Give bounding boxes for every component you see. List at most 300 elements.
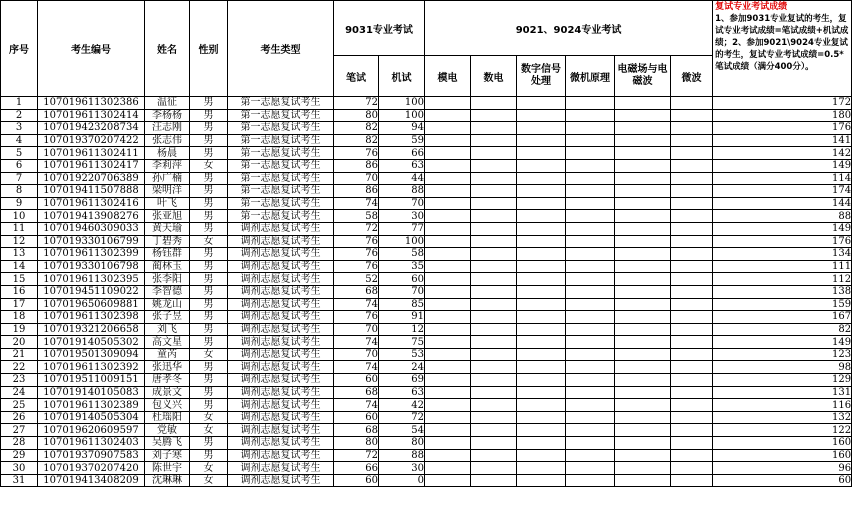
cell-seq: 30 — [1, 462, 38, 475]
table-row — [1, 172, 852, 185]
cell-seq: 6 — [1, 159, 38, 172]
cell-retest-total: 149 — [713, 336, 852, 349]
cell-digital — [471, 210, 517, 223]
cell-microcomputer — [566, 462, 615, 475]
cell-gender: 女 — [190, 159, 228, 172]
cell-name: 张迅华 — [145, 361, 190, 374]
cell-machine: 63 — [379, 386, 425, 399]
cell-microcomputer — [566, 361, 615, 374]
cell-written: 86 — [334, 185, 379, 198]
cell-microcomputer — [566, 172, 615, 185]
cell-candidate-type: 调剂志愿复试考生 — [228, 361, 334, 374]
cell-name: 包义兴 — [145, 399, 190, 412]
cell-microcomputer — [566, 399, 615, 412]
header-machine: 机试 — [379, 56, 425, 97]
cell-machine: 70 — [379, 197, 425, 210]
cell-microcomputer — [566, 437, 615, 450]
cell-machine: 80 — [379, 437, 425, 450]
header-candidate-id: 考生编号 — [38, 1, 145, 97]
cell-candidate-id: 107019611302399 — [38, 248, 145, 261]
cell-dsp — [517, 134, 566, 147]
cell-gender: 男 — [190, 361, 228, 374]
cell-name: 叶飞 — [145, 197, 190, 210]
cell-retest-total: 141 — [713, 134, 852, 147]
cell-dsp — [517, 147, 566, 160]
header-dsp: 数字信号处理 — [517, 56, 566, 97]
cell-name: 张亚旭 — [145, 210, 190, 223]
header-em-field: 电磁场与电磁波 — [615, 56, 671, 97]
cell-microwave — [671, 474, 713, 487]
cell-gender: 女 — [190, 348, 228, 361]
cell-analog — [425, 159, 471, 172]
cell-digital — [471, 97, 517, 110]
header-microwave: 微波 — [671, 56, 713, 97]
cell-candidate-type: 调剂志愿复试考生 — [228, 449, 334, 462]
cell-retest-total: 142 — [713, 147, 852, 160]
cell-written: 68 — [334, 386, 379, 399]
cell-candidate-id: 107019611302417 — [38, 159, 145, 172]
cell-microwave — [671, 311, 713, 324]
cell-written: 74 — [334, 361, 379, 374]
cell-dsp — [517, 248, 566, 261]
cell-microwave — [671, 97, 713, 110]
cell-name: 李莉萍 — [145, 159, 190, 172]
cell-gender: 男 — [190, 374, 228, 387]
cell-candidate-id: 107019611302411 — [38, 147, 145, 160]
cell-machine: 53 — [379, 348, 425, 361]
table-row — [1, 361, 852, 374]
cell-seq: 21 — [1, 348, 38, 361]
cell-name: 刘飞 — [145, 323, 190, 336]
cell-em-field — [615, 248, 671, 261]
cell-name: 成景文 — [145, 386, 190, 399]
cell-microwave — [671, 235, 713, 248]
cell-gender: 男 — [190, 437, 228, 450]
note-body: 1、参加9031专业复试的考生，复试专业考试成绩=笔试成绩+机试成绩；2、参加9021\9024专业复试的考生，复试专业考试成绩=0.5*笔试成绩（满分400分）。 — [715, 14, 849, 72]
cell-name: 刘子寒 — [145, 449, 190, 462]
cell-dsp — [517, 235, 566, 248]
cell-candidate-id: 107019611302414 — [38, 109, 145, 122]
cell-dsp — [517, 260, 566, 273]
cell-analog — [425, 361, 471, 374]
cell-gender: 男 — [190, 386, 228, 399]
cell-gender: 男 — [190, 172, 228, 185]
cell-em-field — [615, 159, 671, 172]
cell-digital — [471, 437, 517, 450]
cell-microcomputer — [566, 311, 615, 324]
cell-dsp — [517, 336, 566, 349]
cell-digital — [471, 323, 517, 336]
cell-name: 黄天瑜 — [145, 222, 190, 235]
cell-em-field — [615, 122, 671, 135]
cell-candidate-id: 107019501309094 — [38, 348, 145, 361]
cell-candidate-type: 第一志愿复试考生 — [228, 197, 334, 210]
cell-candidate-type: 第一志愿复试考生 — [228, 172, 334, 185]
cell-em-field — [615, 235, 671, 248]
cell-digital — [471, 348, 517, 361]
cell-candidate-id: 107019140505304 — [38, 411, 145, 424]
cell-name: 童芮 — [145, 348, 190, 361]
cell-gender: 男 — [190, 311, 228, 324]
cell-microcomputer — [566, 122, 615, 135]
cell-analog — [425, 323, 471, 336]
cell-gender: 女 — [190, 474, 228, 487]
cell-analog — [425, 248, 471, 261]
cell-candidate-type: 调剂志愿复试考生 — [228, 222, 334, 235]
cell-microwave — [671, 361, 713, 374]
cell-gender: 男 — [190, 97, 228, 110]
table-row — [1, 260, 852, 273]
cell-candidate-type: 调剂志愿复试考生 — [228, 248, 334, 261]
cell-candidate-type: 调剂志愿复试考生 — [228, 411, 334, 424]
cell-retest-total: 123 — [713, 348, 852, 361]
cell-em-field — [615, 399, 671, 412]
cell-em-field — [615, 323, 671, 336]
cell-retest-total: 160 — [713, 449, 852, 462]
cell-candidate-id: 107019650609881 — [38, 298, 145, 311]
cell-analog — [425, 122, 471, 135]
cell-microcomputer — [566, 323, 615, 336]
cell-machine: 100 — [379, 235, 425, 248]
cell-analog — [425, 97, 471, 110]
cell-written: 72 — [334, 97, 379, 110]
cell-retest-total: 172 — [713, 97, 852, 110]
cell-em-field — [615, 260, 671, 273]
cell-candidate-id: 107019330106798 — [38, 260, 145, 273]
cell-candidate-id: 107019321206658 — [38, 323, 145, 336]
cell-name: 杨晨 — [145, 147, 190, 160]
cell-candidate-id: 107019220706389 — [38, 172, 145, 185]
cell-name: 蔺林玉 — [145, 260, 190, 273]
cell-digital — [471, 399, 517, 412]
cell-microcomputer — [566, 424, 615, 437]
cell-retest-total: 134 — [713, 248, 852, 261]
cell-microcomputer — [566, 197, 615, 210]
cell-candidate-id: 107019611302392 — [38, 361, 145, 374]
cell-digital — [471, 222, 517, 235]
table-row — [1, 348, 852, 361]
cell-machine: 30 — [379, 462, 425, 475]
cell-analog — [425, 437, 471, 450]
cell-digital — [471, 122, 517, 135]
cell-em-field — [615, 97, 671, 110]
header-microcomputer: 微机原理 — [566, 56, 615, 97]
cell-candidate-type: 第一志愿复试考生 — [228, 210, 334, 223]
cell-digital — [471, 260, 517, 273]
table-row — [1, 336, 852, 349]
cell-microcomputer — [566, 298, 615, 311]
cell-microcomputer — [566, 147, 615, 160]
cell-machine: 100 — [379, 109, 425, 122]
cell-retest-total: 60 — [713, 474, 852, 487]
cell-em-field — [615, 374, 671, 387]
header-digital: 数电 — [471, 56, 517, 97]
cell-gender: 男 — [190, 109, 228, 122]
cell-microcomputer — [566, 374, 615, 387]
cell-gender: 男 — [190, 449, 228, 462]
cell-microwave — [671, 197, 713, 210]
cell-retest-total: 98 — [713, 361, 852, 374]
cell-seq: 2 — [1, 109, 38, 122]
cell-gender: 男 — [190, 285, 228, 298]
cell-candidate-type: 第一志愿复试考生 — [228, 109, 334, 122]
cell-candidate-type: 第一志愿复试考生 — [228, 147, 334, 160]
cell-digital — [471, 273, 517, 286]
cell-written: 74 — [334, 197, 379, 210]
cell-microwave — [671, 424, 713, 437]
cell-analog — [425, 185, 471, 198]
table-row — [1, 134, 852, 147]
cell-analog — [425, 449, 471, 462]
cell-digital — [471, 411, 517, 424]
cell-seq: 9 — [1, 197, 38, 210]
cell-candidate-type: 调剂志愿复试考生 — [228, 424, 334, 437]
cell-written: 80 — [334, 437, 379, 450]
cell-digital — [471, 474, 517, 487]
cell-dsp — [517, 399, 566, 412]
cell-candidate-id: 107019611302398 — [38, 311, 145, 324]
cell-candidate-type: 调剂志愿复试考生 — [228, 474, 334, 487]
cell-candidate-type: 调剂志愿复试考生 — [228, 323, 334, 336]
cell-written: 74 — [334, 298, 379, 311]
cell-seq: 3 — [1, 122, 38, 135]
cell-retest-total: 149 — [713, 222, 852, 235]
cell-em-field — [615, 298, 671, 311]
cell-dsp — [517, 298, 566, 311]
cell-microcomputer — [566, 260, 615, 273]
table-row — [1, 449, 852, 462]
cell-written: 76 — [334, 147, 379, 160]
cell-dsp — [517, 285, 566, 298]
cell-digital — [471, 197, 517, 210]
cell-analog — [425, 197, 471, 210]
cell-analog — [425, 374, 471, 387]
cell-seq: 11 — [1, 222, 38, 235]
cell-dsp — [517, 437, 566, 450]
cell-microcomputer — [566, 185, 615, 198]
cell-dsp — [517, 109, 566, 122]
cell-analog — [425, 462, 471, 475]
cell-gender: 男 — [190, 336, 228, 349]
cell-name: 汪志刚 — [145, 122, 190, 135]
cell-retest-total: 176 — [713, 235, 852, 248]
cell-written: 80 — [334, 109, 379, 122]
cell-retest-total: 96 — [713, 462, 852, 475]
cell-machine: 75 — [379, 336, 425, 349]
cell-retest-total: 167 — [713, 311, 852, 324]
cell-machine: 72 — [379, 411, 425, 424]
cell-written: 66 — [334, 462, 379, 475]
cell-seq: 13 — [1, 248, 38, 261]
cell-seq: 20 — [1, 336, 38, 349]
cell-candidate-type: 第一志愿复试考生 — [228, 159, 334, 172]
cell-microcomputer — [566, 134, 615, 147]
cell-written: 70 — [334, 348, 379, 361]
cell-candidate-type: 调剂志愿复试考生 — [228, 311, 334, 324]
cell-written: 82 — [334, 122, 379, 135]
cell-seq: 22 — [1, 361, 38, 374]
cell-candidate-id: 107019140105083 — [38, 386, 145, 399]
header-seq: 序号 — [1, 1, 38, 97]
table-row — [1, 147, 852, 160]
cell-machine: 91 — [379, 311, 425, 324]
table-row — [1, 235, 852, 248]
cell-gender: 男 — [190, 248, 228, 261]
cell-seq: 4 — [1, 134, 38, 147]
cell-candidate-id: 107019611302395 — [38, 273, 145, 286]
cell-microwave — [671, 134, 713, 147]
cell-microwave — [671, 260, 713, 273]
cell-retest-total: 114 — [713, 172, 852, 185]
cell-microcomputer — [566, 97, 615, 110]
cell-candidate-type: 调剂志愿复试考生 — [228, 348, 334, 361]
cell-seq: 1 — [1, 97, 38, 110]
cell-analog — [425, 260, 471, 273]
cell-gender: 男 — [190, 273, 228, 286]
cell-candidate-id: 107019413408209 — [38, 474, 145, 487]
cell-name: 杜瑶阳 — [145, 411, 190, 424]
cell-machine: 42 — [379, 399, 425, 412]
cell-seq: 31 — [1, 474, 38, 487]
cell-seq: 17 — [1, 298, 38, 311]
cell-retest-total: 176 — [713, 122, 852, 135]
cell-gender: 男 — [190, 298, 228, 311]
cell-seq: 23 — [1, 374, 38, 387]
cell-name: 孙广楠 — [145, 172, 190, 185]
cell-dsp — [517, 210, 566, 223]
cell-analog — [425, 147, 471, 160]
cell-analog — [425, 311, 471, 324]
table-row — [1, 298, 852, 311]
cell-gender: 女 — [190, 235, 228, 248]
cell-microcomputer — [566, 474, 615, 487]
cell-candidate-type: 第一志愿复试考生 — [228, 122, 334, 135]
cell-candidate-id: 107019451109022 — [38, 285, 145, 298]
cell-gender: 男 — [190, 197, 228, 210]
table-row — [1, 109, 852, 122]
cell-digital — [471, 147, 517, 160]
cell-machine: 100 — [379, 97, 425, 110]
cell-written: 60 — [334, 474, 379, 487]
cell-em-field — [615, 474, 671, 487]
cell-machine: 85 — [379, 298, 425, 311]
cell-digital — [471, 424, 517, 437]
cell-analog — [425, 134, 471, 147]
cell-candidate-id: 107019611302389 — [38, 399, 145, 412]
cell-written: 82 — [334, 134, 379, 147]
cell-machine: 60 — [379, 273, 425, 286]
cell-em-field — [615, 411, 671, 424]
cell-name: 沈琳琳 — [145, 474, 190, 487]
cell-digital — [471, 248, 517, 261]
cell-written: 70 — [334, 172, 379, 185]
cell-retest-total: 116 — [713, 399, 852, 412]
header-exam-9021-9024: 9021、9024专业考试 — [425, 1, 713, 56]
cell-candidate-type: 调剂志愿复试考生 — [228, 399, 334, 412]
cell-machine: 24 — [379, 361, 425, 374]
table-row — [1, 323, 852, 336]
cell-analog — [425, 273, 471, 286]
cell-em-field — [615, 147, 671, 160]
cell-digital — [471, 159, 517, 172]
cell-seq: 10 — [1, 210, 38, 223]
cell-candidate-type: 调剂志愿复试考生 — [228, 273, 334, 286]
cell-microcomputer — [566, 386, 615, 399]
cell-candidate-id: 107019460309033 — [38, 222, 145, 235]
table-row — [1, 285, 852, 298]
cell-analog — [425, 298, 471, 311]
cell-written: 86 — [334, 159, 379, 172]
cell-microcomputer — [566, 411, 615, 424]
header-name: 姓名 — [145, 1, 190, 97]
cell-candidate-type: 第一志愿复试考生 — [228, 185, 334, 198]
cell-candidate-id: 107019423208734 — [38, 122, 145, 135]
cell-retest-total: 88 — [713, 210, 852, 223]
table-row — [1, 122, 852, 135]
cell-microwave — [671, 323, 713, 336]
cell-candidate-id: 107019611302416 — [38, 197, 145, 210]
table-row — [1, 474, 852, 487]
cell-machine: 44 — [379, 172, 425, 185]
cell-microcomputer — [566, 449, 615, 462]
cell-machine: 58 — [379, 248, 425, 261]
cell-microwave — [671, 222, 713, 235]
table-row — [1, 424, 852, 437]
cell-name: 张子昱 — [145, 311, 190, 324]
cell-gender: 女 — [190, 424, 228, 437]
cell-candidate-type: 第一志愿复试考生 — [228, 97, 334, 110]
cell-candidate-id: 107019611302403 — [38, 437, 145, 450]
cell-analog — [425, 109, 471, 122]
table-row — [1, 399, 852, 412]
cell-name: 党敏 — [145, 424, 190, 437]
cell-em-field — [615, 285, 671, 298]
cell-microwave — [671, 462, 713, 475]
cell-microwave — [671, 348, 713, 361]
cell-candidate-id: 107019370207420 — [38, 462, 145, 475]
cell-written: 76 — [334, 248, 379, 261]
cell-gender: 男 — [190, 323, 228, 336]
cell-retest-total: 160 — [713, 437, 852, 450]
cell-microwave — [671, 185, 713, 198]
cell-name: 吴腾飞 — [145, 437, 190, 450]
header-written: 笔试 — [334, 56, 379, 97]
cell-name: 丁碧秀 — [145, 235, 190, 248]
cell-analog — [425, 172, 471, 185]
cell-candidate-type: 调剂志愿复试考生 — [228, 336, 334, 349]
cell-digital — [471, 172, 517, 185]
cell-retest-total: 132 — [713, 411, 852, 424]
cell-candidate-type: 调剂志愿复试考生 — [228, 235, 334, 248]
cell-written: 76 — [334, 311, 379, 324]
cell-microcomputer — [566, 210, 615, 223]
cell-retest-total: 112 — [713, 273, 852, 286]
cell-machine: 94 — [379, 122, 425, 135]
table-body — [1, 97, 852, 487]
cell-em-field — [615, 424, 671, 437]
cell-analog — [425, 210, 471, 223]
cell-digital — [471, 185, 517, 198]
cell-analog — [425, 424, 471, 437]
cell-microcomputer — [566, 159, 615, 172]
cell-written: 60 — [334, 374, 379, 387]
cell-gender: 男 — [190, 210, 228, 223]
cell-dsp — [517, 348, 566, 361]
cell-em-field — [615, 437, 671, 450]
cell-microcomputer — [566, 348, 615, 361]
table-row — [1, 411, 852, 424]
cell-microcomputer — [566, 235, 615, 248]
